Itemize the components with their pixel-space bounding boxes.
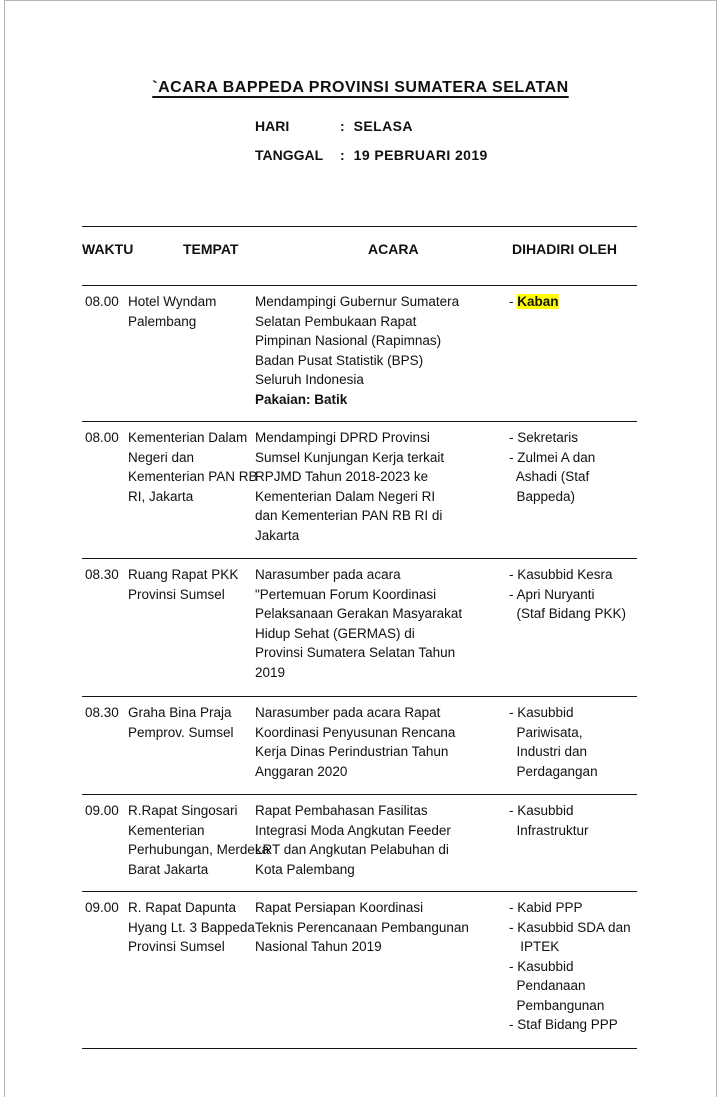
- text-line: Mendampingi DPRD Provinsi: [255, 430, 430, 445]
- text-line: - Kasubbid: [509, 803, 574, 818]
- text-line: - Kasubbid: [509, 705, 574, 720]
- table-row: [82, 697, 637, 795]
- text-line: Bappeda): [509, 488, 576, 504]
- cell-dihadiri: [505, 801, 637, 840]
- cell-waktu: [82, 565, 128, 585]
- cell-tempat: [128, 801, 270, 879]
- text-line: Badan Pusat Statistik (BPS): [255, 352, 424, 368]
- text-line: Hyang Lt. 3 Bappeda: [128, 919, 255, 935]
- text-line: - Sekretaris: [509, 430, 579, 445]
- text-line: Seluruh Indonesia: [255, 372, 364, 387]
- text-line: 08.00: [85, 294, 119, 309]
- column-header-acara: ACARA: [368, 241, 419, 257]
- text-line: Narasumber pada acara Rapat: [255, 705, 441, 720]
- text-line: Pemprov. Sumsel: [128, 724, 234, 740]
- text-line: RPJMD Tahun 2018-2023 ke: [255, 469, 429, 484]
- text-line: 08.00: [85, 430, 119, 445]
- text-line: Hotel Wyndam: [128, 294, 217, 309]
- text-line: - Kasubbid Kesra: [509, 567, 613, 582]
- text-line: Kementerian Dalam Negeri RI: [255, 488, 436, 504]
- text-line: Jakarta: [255, 527, 300, 543]
- text-line: Provinsi Sumsel: [128, 939, 225, 954]
- text-line: - Kasubbid: [509, 958, 574, 974]
- text-line: dan Kementerian PAN RB RI di: [255, 508, 443, 523]
- cell-acara: [255, 801, 505, 879]
- text-line: 09.00: [85, 900, 119, 915]
- text-line: Graha Bina Praja: [128, 705, 232, 720]
- table-row: [82, 559, 637, 697]
- cell-dihadiri: [505, 703, 637, 781]
- text-line: 09.00: [85, 803, 119, 818]
- cell-tempat: [128, 292, 255, 331]
- table-row: [82, 795, 637, 892]
- text-line: Integrasi Moda Angkutan Feeder: [255, 822, 451, 838]
- text-line: R.Rapat Singosari: [128, 803, 238, 818]
- text-line: - Kaban: [509, 294, 559, 309]
- text-line: Pembangunan: [509, 997, 605, 1013]
- text-line: - Staf Bidang PPP: [509, 1017, 618, 1032]
- text-line: Kota Palembang: [255, 861, 355, 877]
- text-line: R. Rapat Dapunta: [128, 900, 237, 915]
- text-line: Palembang: [128, 313, 197, 329]
- meta-hari-value: SELASA: [353, 118, 413, 134]
- text-line: Kementerian: [128, 822, 205, 838]
- text-line: Kementerian Dalam: [128, 430, 248, 445]
- highlighted-text: Kaban: [517, 294, 559, 309]
- meta-tanggal-value: 19 PEBRUARI 2019: [353, 147, 488, 163]
- table-body: [82, 286, 637, 1049]
- cell-tempat: [128, 428, 258, 506]
- text-line: 08.30: [85, 567, 119, 582]
- cell-acara: [255, 565, 505, 682]
- text-line: Koordinasi Penyusunan Rencana: [255, 724, 456, 740]
- text-line: Pendanaan: [509, 978, 586, 993]
- text-line: Sumsel Kunjungan Kerja terkait: [255, 449, 445, 465]
- meta-hari: [255, 119, 716, 134]
- table-row: [82, 892, 637, 1049]
- text-line: Pakaian: Batik: [255, 391, 348, 407]
- cell-acara: [255, 428, 505, 545]
- cell-dihadiri: [505, 565, 637, 624]
- cell-waktu: [82, 898, 128, 918]
- table-header: [82, 226, 637, 286]
- column-header-tempat: TEMPAT: [183, 241, 239, 257]
- agenda-table: [82, 226, 637, 1049]
- document-page: [4, 0, 717, 1097]
- text-line: Mendampingi Gubernur Sumatera: [255, 294, 460, 309]
- text-line: Narasumber pada acara: [255, 567, 401, 582]
- cell-waktu: [82, 292, 128, 312]
- text-line: Rapat Persiapan Koordinasi: [255, 900, 424, 915]
- text-line: Nasional Tahun 2019: [255, 939, 382, 954]
- meta-tanggal-separator: :: [340, 147, 345, 163]
- text-line: Anggaran 2020: [255, 763, 348, 779]
- text-line: Provinsi Sumsel: [128, 586, 225, 602]
- text-line: Ruang Rapat PKK: [128, 567, 239, 582]
- text-line: Selatan Pembukaan Rapat: [255, 313, 417, 329]
- cell-waktu: [82, 801, 128, 821]
- text-line: Teknis Perencanaan Pembangunan: [255, 919, 469, 935]
- text-line: Provinsi Sumatera Selatan Tahun: [255, 645, 456, 660]
- cell-waktu: [82, 428, 128, 448]
- column-header-dihadiri-oleh: DIHADIRI OLEH: [512, 241, 617, 257]
- text-line: RI, Jakarta: [128, 488, 194, 504]
- text-line: Kementerian PAN RB: [128, 469, 258, 484]
- meta-hari-label: HARI: [255, 118, 290, 134]
- meta-block: [5, 98, 716, 178]
- column-header-waktu: WAKTU: [82, 241, 134, 257]
- text-line: 08.30: [85, 705, 119, 720]
- text-line: 2019: [255, 664, 286, 680]
- table-row: [82, 422, 637, 559]
- meta-tanggal-label: TANGGAL: [255, 147, 324, 163]
- text-line: - Apri Nuryanti: [509, 586, 595, 602]
- text-line: Negeri dan: [128, 449, 195, 465]
- text-line: Rapat Pembahasan Fasilitas: [255, 803, 428, 818]
- cell-dihadiri: [505, 292, 637, 312]
- table-row: [82, 286, 637, 422]
- text-line: LRT dan Angkutan Pelabuhan di: [255, 842, 449, 857]
- text-line: Hidup Sehat (GERMAS) di: [255, 625, 415, 641]
- cell-dihadiri: [505, 428, 637, 506]
- text-line: Kerja Dinas Perindustrian Tahun: [255, 744, 449, 759]
- text-line: Pelaksanaan Gerakan Masyarakat: [255, 606, 463, 621]
- text-line: "Pertemuan Forum Koordinasi: [255, 586, 437, 602]
- text-line: Pimpinan Nasional (Rapimnas): [255, 333, 442, 348]
- meta-hari-separator: :: [340, 118, 345, 134]
- cell-acara: [255, 292, 505, 409]
- cell-acara: [255, 703, 505, 781]
- cell-dihadiri: [505, 898, 637, 1035]
- cell-tempat: [128, 703, 255, 742]
- text-line: IPTEK: [509, 939, 560, 954]
- text-line: - Kasubbid SDA dan: [509, 919, 631, 935]
- text-line: Infrastruktur: [509, 822, 589, 838]
- meta-tanggal: [255, 148, 716, 163]
- text-line: Industri dan: [509, 744, 588, 759]
- text-line: Ashadi (Staf: [509, 469, 590, 484]
- document-title: `ACARA BAPPEDA PROVINSI SUMATERA SELATAN: [152, 79, 569, 96]
- text-line: - Kabid PPP: [509, 900, 583, 915]
- text-line: Barat Jakarta: [128, 861, 209, 877]
- cell-acara: [255, 898, 505, 957]
- cell-tempat: [128, 565, 255, 604]
- text-line: Perhubungan, Merdeka: [128, 842, 270, 857]
- text-line: Pariwisata,: [509, 724, 583, 740]
- text-line: - Zulmei A dan: [509, 449, 596, 465]
- cell-tempat: [128, 898, 255, 957]
- text-line: (Staf Bidang PKK): [509, 606, 627, 621]
- cell-waktu: [82, 703, 128, 723]
- text-line: Perdagangan: [509, 763, 598, 779]
